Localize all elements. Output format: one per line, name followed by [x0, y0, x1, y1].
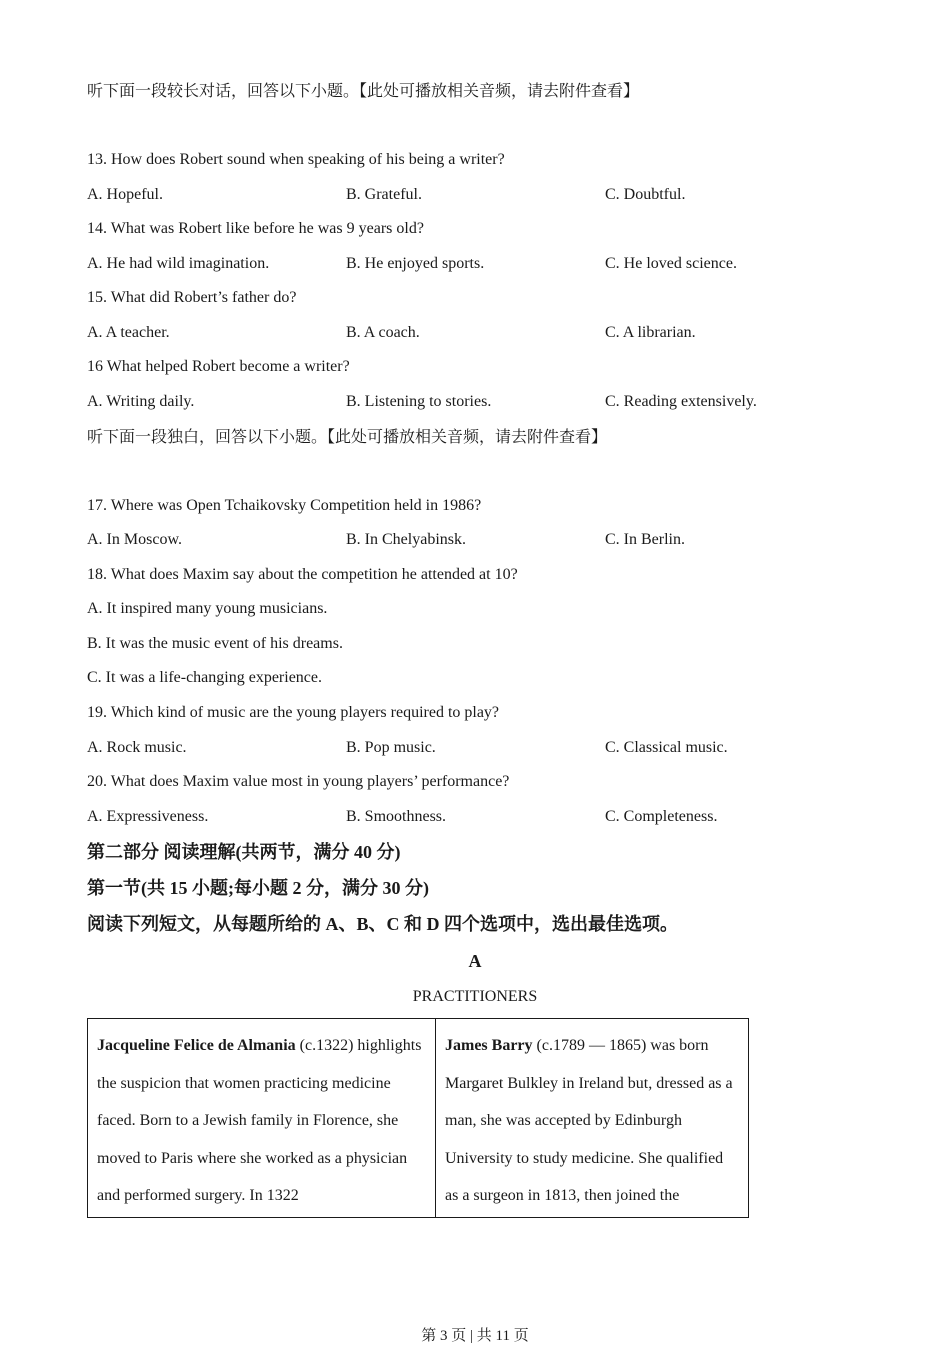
option-a: A. He had wild imagination.: [87, 255, 270, 272]
option-a: A. A teacher.: [87, 324, 170, 341]
instruction-monologue: 听下面一段独白，回答以下小题。【此处可播放相关音频，请去附件查看】: [87, 429, 608, 446]
option-a: A. Expressiveness.: [87, 808, 209, 825]
option-c: C. A librarian.: [605, 324, 696, 341]
option-a: A. It inspired many young musicians.: [87, 600, 328, 617]
question-stem: 18. What does Maxim say about the competition he attended at 10?: [87, 566, 518, 583]
option-b: B. Pop music.: [346, 739, 436, 756]
practitioner-name: James Barry: [445, 1037, 533, 1054]
option-b: B. Listening to stories.: [346, 393, 492, 410]
option-b: B. In Chelyabinsk.: [346, 531, 466, 548]
practitioner-bio: (c.1789 — 1865) was born Margaret Bulkley in Ireland but, dressed as a man, she was accepted by Edinburgh University to study medicine. She qualified as a surgeon in 1813, then joined the: [445, 1037, 733, 1204]
option-b: B. Grateful.: [346, 186, 422, 203]
option-a: A. Writing daily.: [87, 393, 195, 410]
option-a: A. Rock music.: [87, 739, 187, 756]
option-b: B. He enjoyed sports.: [346, 255, 485, 272]
option-b: B. A coach.: [346, 324, 420, 341]
practitioners-table: [87, 1018, 749, 1218]
table-cell-left: [88, 1019, 436, 1218]
question-stem: 14. What was Robert like before he was 9 years old?: [87, 220, 424, 237]
option-c: C. It was a life-changing experience.: [87, 669, 323, 686]
option-b: B. It was the music event of his dreams.: [87, 635, 343, 652]
question-stem: 19. Which kind of music are the young players required to play?: [87, 704, 500, 721]
practitioner-name: Jacqueline Felice de Almania: [97, 1037, 296, 1054]
option-c: C. Doubtful.: [605, 186, 686, 203]
question-stem: 15. What did Robert’s father do?: [87, 289, 297, 306]
question-stem: 16 What helped Robert become a writer?: [87, 358, 350, 375]
instruction-dialogue: 听下面一段较长对话，回答以下小题。【此处可播放相关音频，请去附件查看】: [87, 83, 640, 100]
option-c: C. In Berlin.: [605, 531, 685, 548]
option-b: B. Smoothness.: [346, 808, 447, 825]
section1-heading: 第一节(共 15 小题;每小题 2 分，满分 30 分): [87, 878, 429, 898]
table-row: [88, 1019, 749, 1218]
option-c: C. Classical music.: [605, 739, 728, 756]
option-c: C. Reading extensively.: [605, 393, 757, 410]
question-stem: 20. What does Maxim value most in young players’ performance?: [87, 773, 510, 790]
option-a: A. Hopeful.: [87, 186, 163, 203]
question-stem: 17. Where was Open Tchaikovsky Competition held in 1986?: [87, 497, 482, 514]
part2-heading: 第二部分 阅读理解(共两节，满分 40 分): [87, 842, 401, 862]
option-a: A. In Moscow.: [87, 531, 182, 548]
option-c: C. He loved science.: [605, 255, 737, 272]
page-footer: 第 3 页 | 共 11 页: [421, 1328, 529, 1344]
reading-instruction: 阅读下列短文，从每题所给的 A、B、C 和 D 四个选项中，选出最佳选项。: [87, 914, 678, 934]
option-c: C. Completeness.: [605, 808, 718, 825]
passage-label: A: [468, 951, 482, 971]
question-stem: 13. How does Robert sound when speaking of his being a writer?: [87, 151, 505, 168]
practitioner-bio: (c.1322) highlights the suspicion that women practicing medicine faced. Born to a Jewish family in Florence, she moved to Paris where she worked as a physician and performed surgery. In 1322: [97, 1037, 422, 1204]
passage-title: PRACTITIONERS: [412, 988, 538, 1005]
table-cell-right: [436, 1019, 749, 1218]
